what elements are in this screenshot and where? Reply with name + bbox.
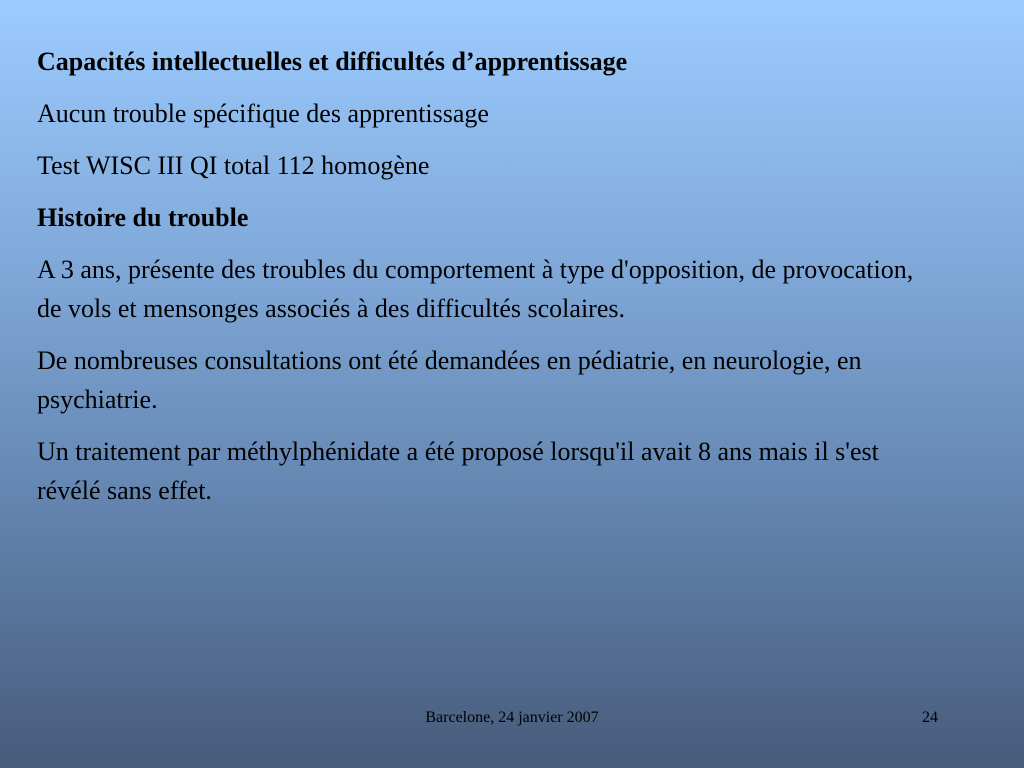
text-test-wisc: Test WISC III QI total 112 homogène (37, 151, 430, 180)
text-aucun-trouble: Aucun trouble spécifique des apprentissage (37, 99, 489, 128)
slide-body (37, 42, 937, 523)
paragraph-age-3: A 3 ans, présente des troubles du comportement à type d'opposition, de provocation, de vols et mensonges associés à des difficultés scolaires. (37, 255, 914, 323)
section-heading-histoire: Histoire du trouble (37, 203, 249, 232)
paragraph-traitement: Un traitement par méthylphénidate a été proposé lorsqu'il avait 8 ans mais il s'est révélé sans effet. (37, 437, 879, 505)
paragraph-consultations: De nombreuses consultations ont été demandées en pédiatrie, en neurologie, en psychiatrie. (37, 346, 862, 414)
footer-location-date: Barcelone, 24 janvier 2007 (425, 709, 599, 726)
footer-page-number: 24 (922, 709, 938, 726)
section-heading-capacites: Capacités intellectuelles et difficultés d’apprentissage (37, 47, 628, 76)
